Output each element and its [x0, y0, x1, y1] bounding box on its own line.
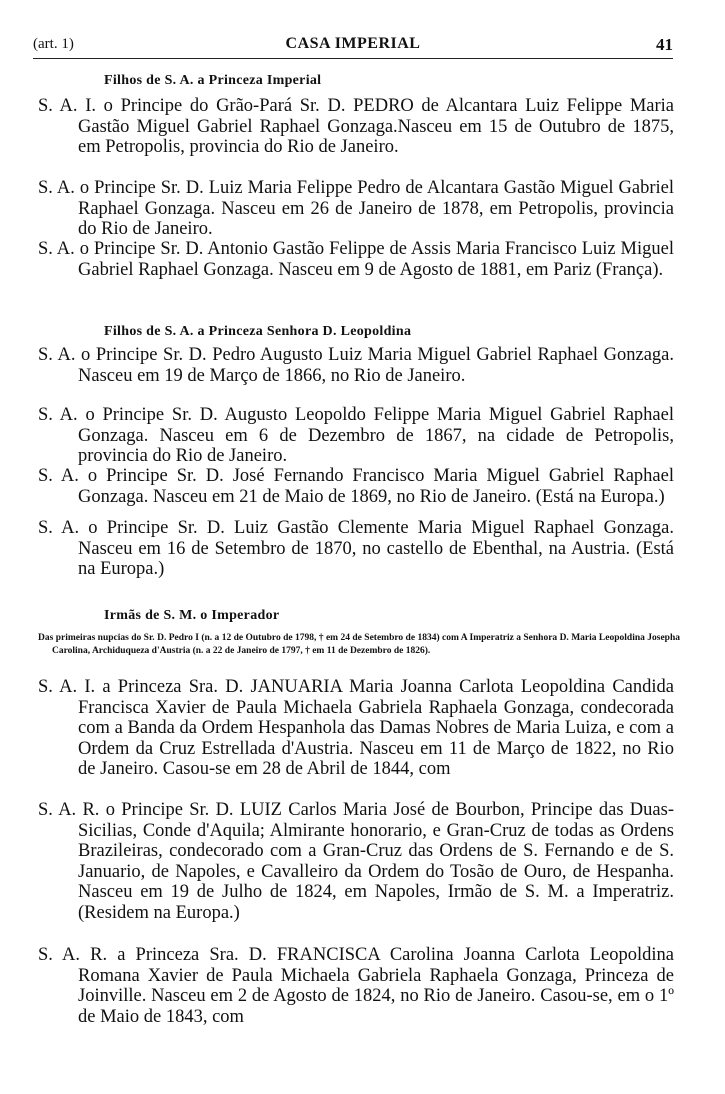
genealogy-note: Das primeiras nupcias do Sr. D. Pedro I (n. a 12 de Outubro de 1798, † em 24 de Setembro de 1834) com A Imperatriz a Senhora D. Maria Leopoldina Josepha Carolina, Archiduqueza d'Austria (n. a 22 de Janeiro de 1797, † em 11 de Dezembro de 1826). — [38, 633, 680, 656]
running-header — [33, 32, 673, 59]
entry-principe-augusto-leopoldo: S. A. o Principe Sr. D. Augusto Leopoldo Felippe Maria Miguel Gabriel Raphael Gonzaga. Nasceu em 6 de Dezembro de 1867, na cidade de Petropolis, provincia do Rio de Janeiro. — [38, 405, 674, 467]
entry-principe-pedro: S. A. I. o Principe do Grão-Pará Sr. D. PEDRO de Alcantara Luiz Felippe Maria Gastão Miguel Gabriel Raphael Gonzaga.Nasceu em 15 de Outubro de 1875, em Petropolis, provincia do Rio de Janeiro. — [38, 96, 674, 158]
entry-principe-jose-fernando: S. A. o Principe Sr. D. José Fernando Francisco Maria Miguel Gabriel Raphael Gonzaga. Nasceu em 21 de Maio de 1869, no Rio de Janeiro. (Está na Europa.) — [38, 466, 674, 507]
entry-principe-luiz-gastao: S. A. o Principe Sr. D. Luiz Gastão Clemente Maria Miguel Raphael Gonzaga. Nasceu em 16 de Setembro de 1870, no castello de Ebenthal, na Austria. (Está na Europa.) — [38, 518, 674, 580]
page-title: CASA IMPERIAL — [285, 35, 421, 52]
section-heading-leopoldina: Filhos de S. A. a Princeza Senhora D. Leopoldina — [104, 324, 412, 339]
entry-princeza-januaria: S. A. I. a Princeza Sra. D. JANUARIA Maria Joanna Carlota Leopoldina Candida Francisca Xavier de Paula Michaela Gabriela Raphaela Gonzaga, condecorada com a Banda da Ordem Hespanhola das Damas Nobres de Maria Luiza, e com a Ordem da Cruz Estrellada d'Austria. Nasceu em 11 de Março de 1822, no Rio de Janeiro. Casou-se em 28 de Abril de 1844, com — [38, 677, 674, 780]
article-reference: (art. 1) — [33, 36, 74, 52]
entry-principe-luiz: S. A. o Principe Sr. D. Luiz Maria Felippe Pedro de Alcantara Gastão Miguel Gabriel Raphael Gonzaga. Nasceu em 26 de Janeiro de 1878, em Petropolis, provincia do Rio de Janeiro. — [38, 178, 674, 240]
entry-principe-antonio: S. A. o Principe Sr. D. Antonio Gastão Felippe de Assis Maria Francisco Luiz Miguel Gabriel Raphael Gonzaga. Nasceu em 9 de Agosto de 1881, em Pariz (França). — [38, 239, 674, 280]
entry-principe-pedro-augusto: S. A. o Principe Sr. D. Pedro Augusto Luiz Maria Miguel Gabriel Raphael Gonzaga. Nasceu em 19 de Março de 1866, no Rio de Janeiro. — [38, 345, 674, 386]
entry-princeza-francisca: S. A. R. a Princeza Sra. D. FRANCISCA Carolina Joanna Carlota Leopoldina Romana Xavier de Paula Michaela Gabriela Raphaela Gonzaga, Princeza de Joinville. Nasceu em 2 de Agosto de 1824, no Rio de Janeiro. Casou-se, em o 1º de Maio de 1843, com — [38, 945, 674, 1027]
entry-principe-luiz-bourbon: S. A. R. o Principe Sr. D. LUIZ Carlos Maria José de Bourbon, Principe das Duas-Sicilias, Conde d'Aquila; Almirante honorario, e Gran-Cruz de todas as Ordens Brazileiras, condecorado com a Gran-Cruz das Ordens de S. Fernando e de S. Januario, de Napoles, e Cavalleiro da Ordem do Tosão de Ouro, de Hespanha. Nasceu em 19 de Julho de 1824, em Napoles, Irmão de S. M. a Imperatriz. (Residem na Europa.) — [38, 800, 674, 923]
section-heading-irmas: Irmãs de S. M. o Imperador — [104, 608, 280, 623]
section-heading-princeza-imperial: Filhos de S. A. a Princeza Imperial — [104, 73, 322, 88]
page-number: 41 — [656, 35, 673, 54]
